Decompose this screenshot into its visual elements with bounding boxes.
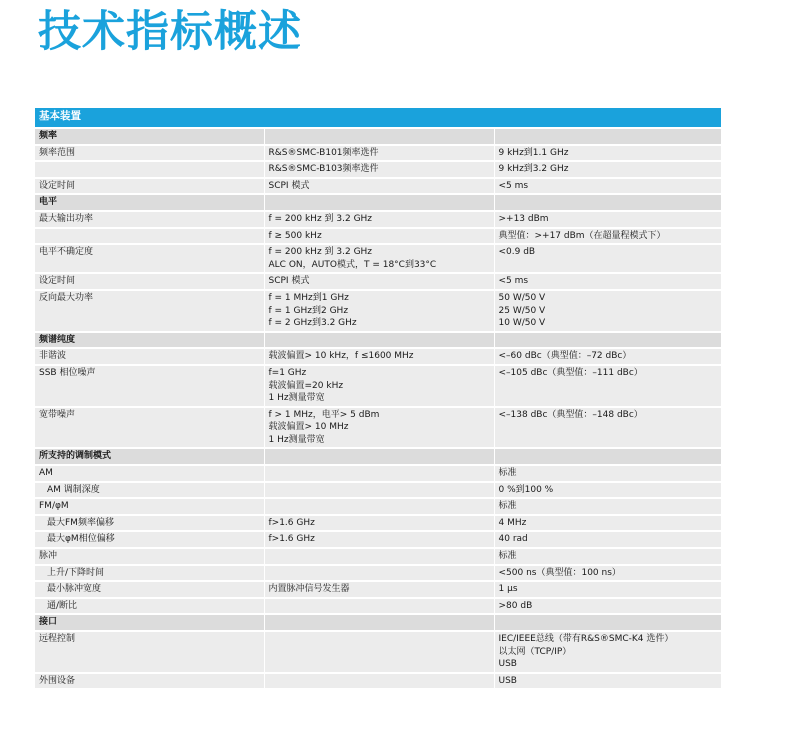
value-line: <0.9 dB: [498, 247, 536, 258]
value-cell: [494, 145, 721, 162]
condition-cell: [264, 482, 494, 499]
value-cell: [494, 365, 721, 407]
section-label: 频率: [35, 128, 264, 145]
parameter-cell: 反向最大功率: [35, 290, 264, 332]
condition-line: f>1.6 GHz: [268, 517, 315, 528]
condition-cell: [264, 365, 494, 407]
value-line: <–105 dBc（典型值：–111 dBc）: [498, 367, 643, 378]
condition-line: 载波偏置=20 kHz: [268, 380, 344, 391]
table-row: [35, 244, 721, 273]
parameter-cell: SSB 相位噪声: [35, 365, 264, 407]
condition-line: 载波偏置> 10 MHz: [268, 422, 349, 433]
value-cell: [494, 465, 721, 482]
value-line: 1 µs: [498, 584, 518, 595]
table-row: [35, 531, 721, 548]
section-empty-cell: [264, 448, 494, 465]
condition-cell: [264, 161, 494, 178]
condition-cell: [264, 211, 494, 228]
value-line: <–60 dBc（典型值：–72 dBc）: [498, 351, 632, 362]
value-line: 标准: [498, 551, 517, 562]
condition-line: f>1.6 GHz: [268, 534, 315, 545]
table-row: [35, 145, 721, 162]
table-row: [35, 161, 721, 178]
table-row: [35, 631, 721, 673]
parameter-cell: 外围设备: [35, 673, 264, 690]
parameter-cell: 设定时间: [35, 273, 264, 290]
value-line: 标准: [498, 501, 517, 512]
section-row: [35, 194, 721, 211]
parameter-cell: 最大输出功率: [35, 211, 264, 228]
spec-table: [35, 108, 721, 690]
value-cell: [494, 273, 721, 290]
condition-cell: [264, 565, 494, 582]
condition-line: SCPI 模式: [268, 276, 310, 287]
condition-line: f=1 GHz: [268, 367, 307, 378]
section-empty-cell: [494, 614, 721, 631]
value-cell: [494, 482, 721, 499]
condition-cell: [264, 548, 494, 565]
value-line: 9 kHz到3.2 GHz: [498, 164, 569, 175]
condition-cell: [264, 498, 494, 515]
table-row: [35, 407, 721, 449]
section-empty-cell: [494, 194, 721, 211]
table-row: [35, 515, 721, 532]
value-line: <–138 dBc（典型值：–148 dBc）: [498, 409, 643, 420]
parameter-cell: [35, 161, 264, 178]
section-row: [35, 332, 721, 349]
condition-line: f ≥ 500 kHz: [268, 230, 322, 241]
table-row: [35, 581, 721, 598]
value-line: 40 rad: [498, 534, 528, 545]
condition-line: f = 200 kHz 到 3.2 GHz: [268, 247, 373, 258]
value-line: 以太网（TCP/IP）: [498, 646, 572, 657]
page-title: 技术指标概述: [38, 7, 302, 57]
parameter-cell: AM: [35, 465, 264, 482]
table-row: [35, 178, 721, 195]
condition-line: f = 2 GHz到3.2 GHz: [268, 318, 357, 329]
value-line: 50 W/50 V: [498, 292, 546, 303]
value-cell: [494, 598, 721, 615]
value-line: USB: [498, 659, 517, 670]
parameter-cell: 脉冲: [35, 548, 264, 565]
condition-line: R&S®SMC-B103频率选件: [268, 164, 379, 175]
value-line: USB: [498, 675, 517, 686]
condition-cell: [264, 228, 494, 245]
value-cell: [494, 244, 721, 273]
section-row: [35, 614, 721, 631]
condition-cell: [264, 145, 494, 162]
parameter-cell: [35, 228, 264, 245]
value-cell: [494, 228, 721, 245]
table-row: [35, 548, 721, 565]
value-line: 25 W/50 V: [498, 305, 546, 316]
condition-line: 载波偏置> 10 kHz，f ≤1600 MHz: [268, 351, 414, 362]
section-empty-cell: [494, 448, 721, 465]
value-line: 0 %到100 %: [498, 484, 554, 495]
condition-line: SCPI 模式: [268, 180, 310, 191]
condition-line: 1 Hz测量带宽: [268, 393, 325, 404]
parameter-cell: 通/断比: [35, 598, 264, 615]
condition-cell: [264, 244, 494, 273]
value-cell: [494, 548, 721, 565]
value-cell: [494, 348, 721, 365]
condition-cell: [264, 515, 494, 532]
table-row: [35, 365, 721, 407]
parameter-cell: 宽带噪声: [35, 407, 264, 449]
value-cell: [494, 673, 721, 690]
value-line: 典型值：>+17 dBm（在超量程模式下）: [498, 230, 666, 241]
parameter-cell: 电平不确定度: [35, 244, 264, 273]
condition-cell: [264, 673, 494, 690]
section-label: 频谱纯度: [35, 332, 264, 349]
parameter-cell: 最大φM相位偏移: [35, 531, 264, 548]
section-empty-cell: [494, 128, 721, 145]
table-row: [35, 348, 721, 365]
table-row: [35, 465, 721, 482]
condition-line: R&S®SMC-B101频率选件: [268, 147, 379, 158]
value-cell: [494, 178, 721, 195]
condition-line: ALC ON，AUTO模式，T = 18°C到33°C: [268, 259, 437, 270]
value-cell: [494, 211, 721, 228]
section-label: 所支持的调制模式: [35, 448, 264, 465]
section-empty-cell: [264, 194, 494, 211]
value-line: >80 dB: [498, 600, 533, 611]
condition-line: f > 1 MHz，电平> 5 dBm: [268, 409, 380, 420]
value-line: 4 MHz: [498, 517, 527, 528]
table-row: [35, 273, 721, 290]
parameter-cell: 远程控制: [35, 631, 264, 673]
section-row: [35, 448, 721, 465]
section-empty-cell: [494, 332, 721, 349]
value-cell: [494, 161, 721, 178]
value-cell: [494, 515, 721, 532]
condition-cell: [264, 631, 494, 673]
condition-cell: [264, 178, 494, 195]
parameter-cell: AM 调制深度: [35, 482, 264, 499]
section-empty-cell: [264, 332, 494, 349]
condition-cell: [264, 407, 494, 449]
table-row: [35, 598, 721, 615]
parameter-cell: 设定时间: [35, 178, 264, 195]
parameter-cell: 上升/下降时间: [35, 565, 264, 582]
value-line: 9 kHz到1.1 GHz: [498, 147, 569, 158]
table-row: [35, 565, 721, 582]
condition-cell: [264, 348, 494, 365]
table-row: [35, 228, 721, 245]
section-row: [35, 128, 721, 145]
value-cell: [494, 407, 721, 449]
condition-line: f = 1 GHz到2 GHz: [268, 305, 349, 316]
value-cell: [494, 498, 721, 515]
condition-cell: [264, 290, 494, 332]
value-cell: [494, 290, 721, 332]
value-line: <5 ms: [498, 180, 529, 191]
value-line: <500 ns（典型值：100 ns）: [498, 567, 621, 578]
condition-cell: [264, 531, 494, 548]
condition-cell: [264, 273, 494, 290]
section-label: 接口: [35, 614, 264, 631]
table-header-row: [35, 108, 721, 128]
value-line: >+13 dBm: [498, 213, 549, 224]
condition-line: f = 200 kHz 到 3.2 GHz: [268, 213, 373, 224]
value-cell: [494, 565, 721, 582]
parameter-cell: 最小脉冲宽度: [35, 581, 264, 598]
value-cell: [494, 531, 721, 548]
parameter-cell: 频率范围: [35, 145, 264, 162]
table-row: [35, 211, 721, 228]
parameter-cell: 最大FM频率偏移: [35, 515, 264, 532]
table-row: [35, 482, 721, 499]
value-line: 10 W/50 V: [498, 318, 546, 329]
parameter-cell: 非谐波: [35, 348, 264, 365]
condition-cell: [264, 598, 494, 615]
section-label: 电平: [35, 194, 264, 211]
table-header: 基本装置: [35, 108, 721, 128]
table-row: [35, 290, 721, 332]
value-cell: [494, 581, 721, 598]
value-line: <5 ms: [498, 276, 529, 287]
condition-cell: [264, 465, 494, 482]
value-cell: [494, 631, 721, 673]
value-line: IEC/IEEE总线（带有R&S®SMC-K4 选件）: [498, 634, 674, 644]
value-line: 标准: [498, 468, 517, 479]
condition-line: 内置脉冲信号发生器: [268, 584, 350, 595]
section-empty-cell: [264, 614, 494, 631]
condition-line: 1 Hz测量带宽: [268, 434, 325, 445]
table-row: [35, 673, 721, 690]
condition-cell: [264, 581, 494, 598]
table-row: [35, 498, 721, 515]
condition-line: f = 1 MHz到1 GHz: [268, 292, 349, 303]
section-empty-cell: [264, 128, 494, 145]
parameter-cell: FM/φM: [35, 498, 264, 515]
